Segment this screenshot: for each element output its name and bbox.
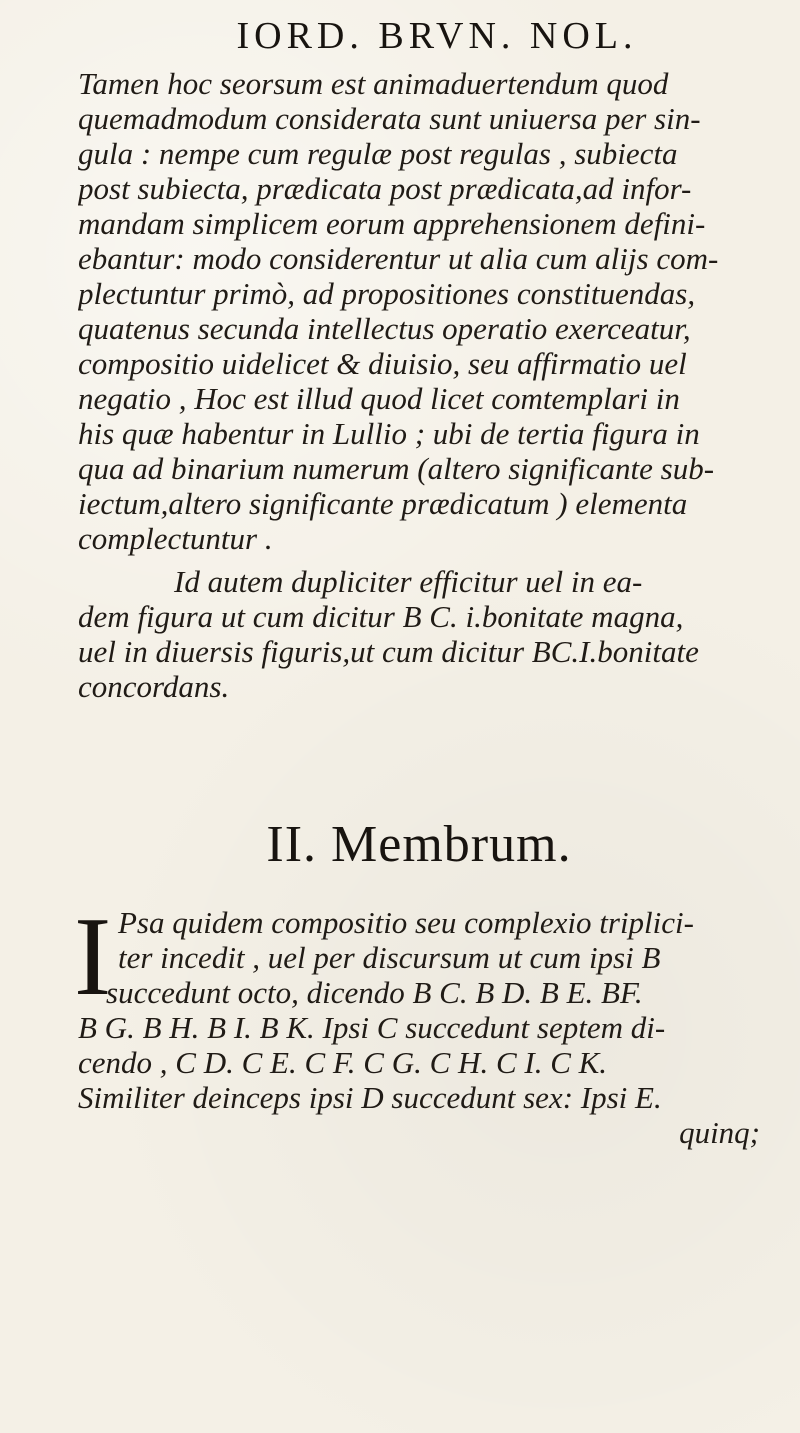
paragraph-line: his quæ habentur in Lullio ; ubi de tertia figura in xyxy=(78,415,700,451)
dropcap-letter: I xyxy=(74,894,112,1019)
paragraph-line: dem figura ut cum dicitur B C. i.bonitate magna, xyxy=(78,598,684,634)
paragraph-line: ebantur: modo considerentur ut alia cum alijs com- xyxy=(78,240,719,276)
paragraph-line: cendo , C D. C E. C F. C G. C H. C I. C K. xyxy=(78,1044,608,1080)
paragraph-line: quatenus secunda intellectus operatio exerceatur, xyxy=(78,310,691,346)
paragraph-line: complectuntur . xyxy=(78,520,273,556)
paragraph-line: plectuntur primò, ad propositiones constituendas, xyxy=(78,275,696,311)
paragraph-line: ter incedit , uel per discursum ut cum ipsi B xyxy=(118,939,661,975)
paragraph-line: Tamen hoc seorsum est animaduertendum quod xyxy=(78,65,669,101)
paragraph-line: Similiter deinceps ipsi D succedunt sex: Ipsi E. xyxy=(78,1079,662,1115)
paragraph-line: uel in diuersis figuris,ut cum dicitur BC.I.bonitate xyxy=(78,633,699,669)
catchword: quinq; xyxy=(679,1114,760,1150)
paragraph-line: Psa quidem compositio seu complexio triplici- xyxy=(118,904,694,940)
paragraph-1 xyxy=(78,66,760,556)
paragraph-line: B G. B H. B I. B K. Ipsi C succedunt septem di- xyxy=(78,1009,666,1045)
paragraph-line: negatio , Hoc est illud quod licet comtemplari in xyxy=(78,380,680,416)
paragraph-2 xyxy=(78,564,760,704)
paragraph-line: iectum,altero significante prædicatum ) elementa xyxy=(78,485,688,521)
section-heading: II. Membrum. xyxy=(266,815,572,873)
paragraph-line: succedunt octo, dicendo B C. B D. B E. BF. xyxy=(106,974,643,1010)
paragraph-line: mandam simplicem eorum apprehensionem defini- xyxy=(78,205,706,241)
paragraph-line: compositio uidelicet & diuisio, seu affirmatio uel xyxy=(78,345,687,381)
dropcap-paragraph-wrapper xyxy=(74,894,760,1115)
running-head: IORD. BRVN. NOL. xyxy=(236,15,638,57)
paragraph-line: concordans. xyxy=(78,668,230,704)
paragraph-line: post subiecta, prædicata post prædicata,ad infor- xyxy=(78,170,692,206)
paragraph-line: qua ad binarium numerum (altero significante sub- xyxy=(78,450,715,486)
paragraph-line: Id autem dupliciter efficitur uel in ea- xyxy=(174,563,643,599)
paragraph-line: quemadmodum considerata sunt uniuersa per sin- xyxy=(78,100,701,136)
paragraph-line: gula : nempe cum regulæ post regulas , subiecta xyxy=(78,135,678,171)
paragraph-3 xyxy=(78,905,760,1115)
